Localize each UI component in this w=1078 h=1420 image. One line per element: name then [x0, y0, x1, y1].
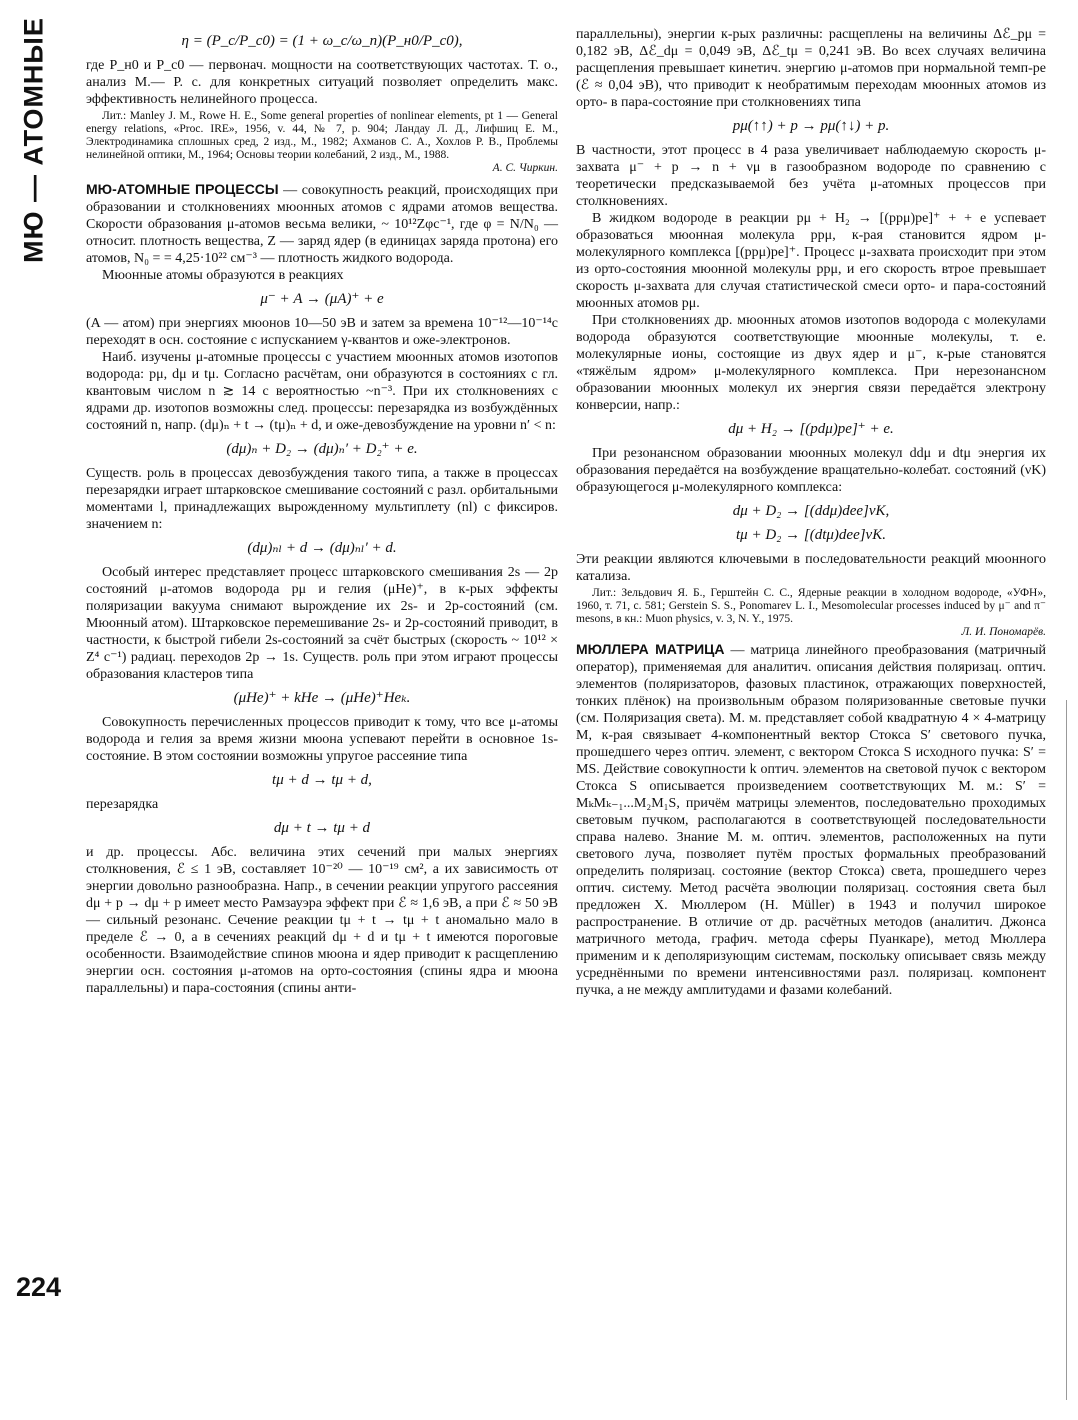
- literature-list: Лит.: Зельдович Я. Б., Герштейн С. С., Ядерные реакции в холодном водороде, «УФН», 1960, т. 71, с. 581; Gerstein S. S., Ponomarev L. I., Mesomolecular processes induced by μ⁻ and π⁻ mesons, в кн.: Muon physics, v. 3, N. Y., 1975.: [576, 587, 1046, 625]
- formula: (dμ)ₙₗ + d → (dμ)ₙₗ′ + d.: [247, 540, 397, 556]
- formula: μ⁻ + A → (μA)⁺ + e: [260, 291, 384, 307]
- paragraph: Совокупность перечисленных процессов приводит к тому, что все μ-атомы водорода и гелия за время жизни мюона успевают перейти в основное 1s-состояние. В этом состоянии возможны упругое рассеяние типа: [86, 715, 558, 764]
- formula: (μHe)⁺ + kHe → (μHe)⁺Heₖ.: [233, 690, 411, 706]
- paragraph: и др. процессы. Абс. величина этих сечений при малых энергиях столкновения, ℰ ≤ 1 эВ, составляет 10⁻²⁰ — 10⁻¹⁹ см², а их зависимость от энергии довольно разнообразна. Напр., в сечении реакции упругого рассеяния dμ + p → dμ + p имеет место Рамзауэра эффект при ℰ ≈ 1,6 эВ, а при ℰ ≈ 50 эВ — сильный резонанс. Сечение реакции tμ + t → tμ + t аномально мало в пределе ℰ → 0, а в сечениях реакций dμ + d и tμ + t имеются пороговые особенности. Взаимодействие спинов мюона и ядер приводит к расщеплению энергии осн. состояния μ-атомов на орто-состояния (спины ядра и мюона параллельны) и пара-состояния (спины анти-: [86, 845, 558, 996]
- formula: tμ + d → tμ + d,: [272, 772, 372, 788]
- formula: (dμ)ₙ + D₂ → (dμ)ₙ′ + D₂⁺ + e.: [226, 441, 418, 457]
- formula-efficiency: η = (P_c/P_c0) = (1 + ω_c/ω_n)(P_н0/P_c0),: [181, 33, 463, 49]
- article-lead: — матрица линейного преобразования (матричный оператор), применяемая для аналитич. описания действия поляризац. оптич. элементов (поляризаторов, фазовых пластинок, отражающих поверхностей, тонких плёнок) на произвольным образом поляризованные световые пучки (см. Поляризация света). М. м. представляет собой квадратную 4 × 4-матрицу M, к-рая связывает 4-компонентный вектор Стокса S′ светового пучка, прошедшего через оптич. элемент, с вектором Стокса S исходного пучка: S′ = MS. Действие совокупности k оптич. элементов на световой пучок с вектором Стокса S описывается произведением соответствующих М. м.: S′ = MₖMₖ₋₁...M₂M₁S, причём матрицы элементов, последовательно проходимых световым пучком, располагаются в соответствующей последовательности справа налево. Знание М. м. оптич. элементов, расположенных на пути светового луча, позволяет путём простых формальных преобразований определить поляризац. состояние (вектор Стокса) света, прошедшего через оптич. систему. Метод расчёта эволюции поляризац. состояния света был предложен Х. Мюллером (H. Müller) в 1943 и получил широкое распространение. В отличие от др. расчётных методов (аналитич. Джонса матричного метода, графич. метода сферы Пуанкаре), метод Мюллера применим и к деполяризующим системам, поскольку описывает связь между усреднёнными по времени интенсивностями разл. поляризац. компонент пучка, а не между амплитудами и фазами колебаний.: [576, 643, 1046, 998]
- paragraph: В частности, этот процесс в 4 раза увеличивает наблюдаемую скорость μ-захвата μ⁻ + p → n + νμ в газообразном водороде по сравнению с теоретически предсказываемой без учёта μ-атомных процессов при столкновениях.: [576, 143, 1046, 209]
- paragraph: параллельны), энергии к-рых различны: расщеплены на величины Δℰ_pμ = 0,182 эВ, Δℰ_dμ = 0,049 эВ, Δℰ_tμ = 0,241 эВ. Во всех случаях величина расщепления превышает кинетич. энергию μ-атомов при нормальной темп-ре (ℰ ≈ 0,04 эВ), что приводит к необратимым переходам мюонных атомов из орто- в пара-состояние при столкновениях типа: [576, 27, 1046, 110]
- formula: dμ + H₂ → [(pdμ)pe]⁺ + e.: [728, 421, 894, 437]
- paragraph: При резонансном образовании мюонных молекул ddμ и dtμ энергия их образования передаётся на возбуждение вращательно-колебат. состояний (νK) образующегося μ-молекулярного комплекса:: [576, 446, 1046, 495]
- paragraph: Наиб. изучены μ-атомные процессы с участием мюонных атомов изотопов водорода: pμ, dμ и tμ. Согласно расчётам, они образуются в состояниях с гл. квантовым числом n ≳ 14 с вероятностью ~n⁻³. При их столкновениях с ядрами др. изотопов возможны след. процессы: перезарядка из возбуждённых состояний n, напр. (dμ)ₙ + t → (tμ)ₙ + d, и оже-девозбуждение на уровни n′ < n:: [86, 350, 558, 433]
- formula: dμ + D₂ → [(ddμ)dee]νK,: [732, 503, 890, 519]
- article-title: МЮ-АТОМНЫЕ ПРОЦЕССЫ: [86, 181, 279, 197]
- right-column: [576, 26, 1046, 999]
- paragraph: Существ. роль в процессах девозбуждения такого типа, а также в процессах перезарядки играет штарковское смешивание состояний с разл. орбитальными моментами l, принадлежащих вырожденному мультиплету (nl) с фиксиров. значением n:: [86, 466, 558, 532]
- article-title: МЮЛЛЕРА МАТРИЦА: [576, 641, 725, 657]
- paragraph: В жидком водороде в реакции pμ + H₂ → [(ppμ)pe]⁺ + + e успевает образоваться мюонная молекула ppμ, к-рая становится ядром μ-молекулярного комплекса [(ppμ)pe]⁺. Процесс μ-захвата происходит при этом из орто-состояния мюонной молекулы ppμ, и его скорость втрое превышает скорость μ-захвата для случая статистической смеси орто- и пара-состояний мюонных атомов pμ.: [576, 211, 1046, 311]
- column-rule: [1066, 700, 1067, 1400]
- paragraph: При столкновениях др. мюонных атомов изотопов водорода с молекулами водорода образуются соответствующие мюонные молекулы, т. е. молекулярные ионы, состоящие из двух ядер и μ⁻, к-рые становятся «тяжёлым ядром» μ-молекулярного комплекса. При нерезонансном образовании мюонных молекул их энергия связи передаётся электрону конверсии, напр.:: [576, 313, 1046, 413]
- paragraph: Эти реакции являются ключевыми в последовательности реакций мюонного катализа.: [576, 552, 1046, 584]
- article-start: [576, 641, 1046, 999]
- left-column: [86, 26, 558, 997]
- paragraph: Особый интерес представляет процесс штарковского смешивания 2s — 2p состояний μ-атомов водорода pμ и гелия (μHe)⁺, в к-рых эффекты поляризации вакуума снимают вырождение их 2s- и 2p-состояний (см. Мюонный атом). Штарковское перемешивание 2s- и 2p-состояний приводит, в частности, к быстрой гибели 2s-состояний за счёт быстрых (скорость ~ 10¹² × Z⁴ с⁻¹) радиац. переходов 2p → 1s. Существ. роль при этом играют процессы образования кластеров типа: [86, 565, 558, 682]
- author-signature: Л. И. Пономарёв.: [961, 626, 1046, 638]
- formula: dμ + t → tμ + d: [273, 820, 371, 836]
- paragraph: (A — атом) при энергиях мюонов 10—50 эВ и затем за времена 10⁻¹²—10⁻¹⁴с переходят в осн. состояние с испусканием γ-квантов и оже-электронов.: [86, 316, 558, 348]
- running-header: [14, 17, 54, 263]
- paragraph: где P_н0 и P_c0 — первонач. мощности на соответствующих частотах. Т. о., анализ М.— Р. с. для конкретных ситуаций позволяет определить макс. эффективность нелинейного процесса.: [86, 58, 558, 107]
- paragraph: Мюонные атомы образуются в реакциях: [102, 268, 344, 283]
- paragraph: перезарядка: [86, 797, 159, 812]
- formula: tμ + D₂ → [(dtμ)dee]νK.: [736, 527, 886, 543]
- running-header-text: МЮ — АТОМНЫЕ: [18, 17, 49, 263]
- literature-list: Лит.: Manley J. M., Rowe H. E., Some general properties of nonlinear elements, pt 1 — General energy relations, «Proc. IRE», 1956, v. 44, № 7, p. 904; Ландау Л. Д., Лифшиц Е. М., Электродинамика сплошных сред, 2 изд., М., 1982; Ахманов С. А., Хохлов Р. В., Проблемы нелинейной оптики, М., 1964; Основы теории колебаний, 2 изд., М., 1988.: [86, 110, 558, 161]
- author-signature: А. С. Чиркин.: [492, 162, 558, 174]
- formula: pμ(↑↑) + p → pμ(↑↓) + p.: [732, 118, 890, 134]
- article-start: [86, 181, 558, 267]
- article-lead: — совокупность реакций, происходящих при образовании и столкновениях мюонных атомов с ядрами атомов вещества. Скорости образования μ-атомов весьма велики, ~ 10¹²Zφc⁻¹, где φ = N/N₀ — относит. плотность вещества, Z — заряд ядер (в единицах заряда протона) его атомов, N₀ = = 4,25·10²² см⁻³ — плотность жидкого водорода.: [86, 183, 559, 266]
- page-number: 224: [16, 1272, 62, 1302]
